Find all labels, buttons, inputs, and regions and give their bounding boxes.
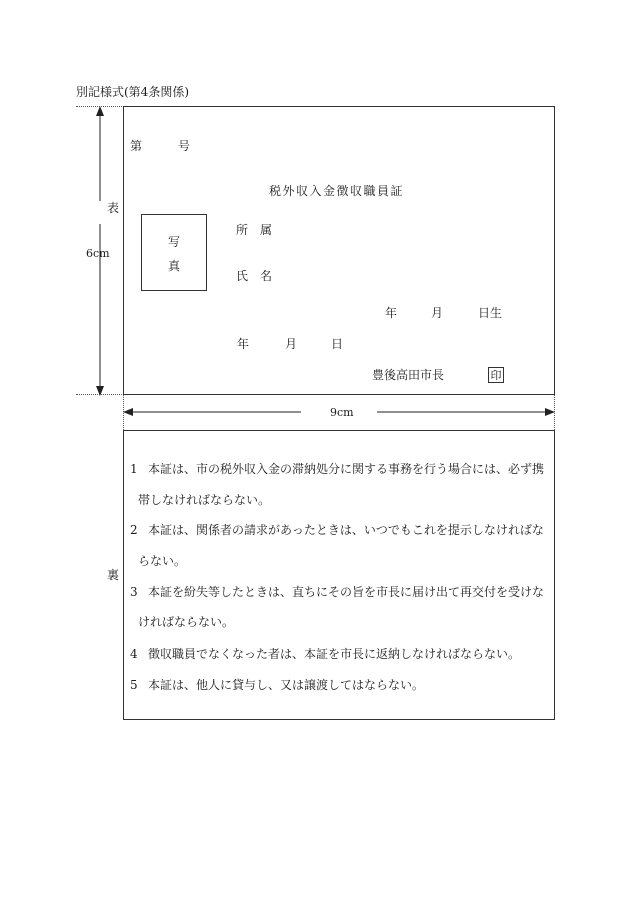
back-item-2-line1: 本証は、関係者の請求があったときは、いつでもこれを提示しなければな	[148, 523, 544, 537]
back-item-5-line1: 本証は、他人に貸与し、又は譲渡してはならない。	[148, 678, 425, 692]
back-item-3-number: 3	[130, 585, 138, 599]
form-title: 別記様式(第4条関係)	[76, 85, 189, 99]
width-label: 9cm	[330, 406, 354, 419]
certificate-title: 税外収入金徴収職員証	[269, 184, 405, 198]
back-item-3-line2: ければならない。	[138, 615, 235, 629]
back-item-2-number: 2	[130, 523, 138, 537]
issue-day: 日	[331, 337, 344, 351]
number-go: 号	[178, 139, 191, 153]
name-label: 氏 名	[236, 269, 273, 283]
affiliation-label: 所 属	[236, 223, 273, 237]
back-item-4-line1: 徴収職員でなくなった者は、本証を市長に返納しなければならない。	[148, 647, 521, 661]
birth-day: 日生	[478, 306, 503, 320]
seal-box: 印	[488, 367, 504, 383]
back-item-5-number: 5	[130, 678, 138, 692]
back-item-3-line1: 本証を紛失等したときは、直ちにその旨を市長に届け出て再交付を受けな	[148, 585, 545, 599]
front-side-label: 表	[107, 201, 120, 215]
back-item-4-number: 4	[130, 647, 138, 661]
back-side-label: 裏	[107, 568, 120, 582]
back-item-2-line2: らない。	[138, 554, 187, 568]
back-item-1-line1: 本証は、市の税外収入金の滞納処分に関する事務を行う場合には、必ず携	[148, 462, 545, 476]
issuer: 豊後高田市長	[372, 368, 445, 382]
birth-month: 月	[431, 306, 444, 320]
back-item-1-line2: 帯しなければならない。	[138, 493, 271, 507]
photo-label-line1: 写	[168, 235, 181, 249]
birth-year: 年	[385, 306, 398, 320]
issue-year: 年	[237, 337, 250, 351]
issue-month: 月	[285, 337, 298, 351]
back-item-1-number: 1	[130, 462, 138, 476]
number-dai: 第	[130, 139, 143, 153]
photo-box	[141, 214, 207, 291]
photo-label-line2: 真	[168, 259, 181, 273]
height-label: 6cm	[86, 247, 110, 260]
